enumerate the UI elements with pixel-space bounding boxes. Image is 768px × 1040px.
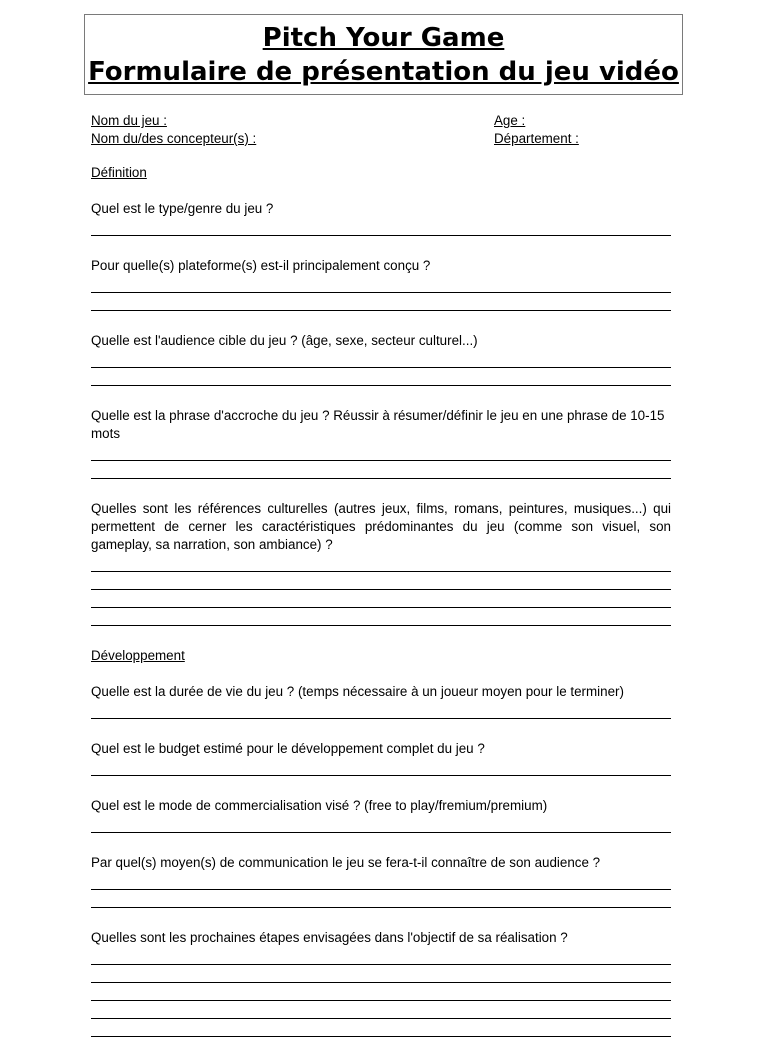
- meta-left: [91, 112, 256, 148]
- answer-lines: [91, 218, 671, 236]
- answer-line[interactable]: [91, 572, 671, 590]
- question-text: Par quel(s) moyen(s) de communication le jeu se fera-t-il connaître de son audience ?: [91, 855, 601, 870]
- answer-line[interactable]: [91, 293, 671, 311]
- designer-label: Nom du/des concepteur(s) :: [91, 131, 257, 146]
- age-label: Age :: [494, 113, 526, 128]
- title-box: [84, 14, 683, 95]
- answer-line[interactable]: [91, 890, 671, 908]
- question-text: Quel est le type/genre du jeu ?: [91, 201, 274, 216]
- section-title: Développement: [91, 648, 185, 663]
- question-text: Quelles sont les prochaines étapes envisagées dans l'objectif de sa réalisation ?: [91, 930, 568, 945]
- meta-fields: [91, 112, 671, 152]
- answer-lines: [91, 554, 671, 626]
- answer-line[interactable]: [91, 1019, 671, 1037]
- answer-line[interactable]: [91, 461, 671, 479]
- question-text: Quelles sont les références culturelles (autres jeux, films, romans, peintures, musiques...) qui permettent de cerner les caractéristiques prédominantes du jeu (comme son visuel, son gameplay, sa narration, son ambiance) ?: [91, 501, 671, 552]
- department-label: Département :: [494, 131, 579, 146]
- answer-line[interactable]: [91, 872, 671, 890]
- answer-line[interactable]: [91, 350, 671, 368]
- sections: [91, 164, 671, 1037]
- answer-line[interactable]: [91, 758, 671, 776]
- game-name-label: Nom du jeu :: [91, 113, 167, 128]
- answer-lines: [91, 275, 671, 311]
- answer-lines: [91, 350, 671, 386]
- answer-lines: [91, 443, 671, 479]
- question-text: Quelle est la durée de vie du jeu ? (temps nécessaire à un joueur moyen pour le terminer): [91, 684, 624, 699]
- answer-line[interactable]: [91, 590, 671, 608]
- question-text: Pour quelle(s) plateforme(s) est-il principalement conçu ?: [91, 258, 431, 273]
- answer-line[interactable]: [91, 815, 671, 833]
- answer-line[interactable]: [91, 368, 671, 386]
- form-content: [91, 112, 671, 1040]
- meta-right: [494, 112, 579, 148]
- answer-lines: [91, 701, 671, 719]
- answer-lines: [91, 758, 671, 776]
- answer-line[interactable]: [91, 443, 671, 461]
- answer-line[interactable]: [91, 1001, 671, 1019]
- answer-line[interactable]: [91, 701, 671, 719]
- answer-line[interactable]: [91, 947, 671, 965]
- answer-lines: [91, 815, 671, 833]
- page-title: Pitch Your Game: [262, 23, 505, 53]
- answer-lines: [91, 872, 671, 908]
- section-title: Définition: [91, 165, 147, 180]
- answer-lines: [91, 947, 671, 1037]
- question-text: Quel est le budget estimé pour le développement complet du jeu ?: [91, 741, 485, 756]
- page-subtitle: Formulaire de présentation du jeu vidéo: [88, 57, 679, 87]
- question-text: Quel est le mode de commercialisation visé ? (free to play/fremium/premium): [91, 798, 548, 813]
- answer-line[interactable]: [91, 218, 671, 236]
- answer-line[interactable]: [91, 983, 671, 1001]
- question-text: Quelle est la phrase d'accroche du jeu ? Réussir à résumer/définir le jeu en une phrase de 10-15 mots: [91, 408, 665, 441]
- answer-line[interactable]: [91, 275, 671, 293]
- answer-line[interactable]: [91, 608, 671, 626]
- question-text: Quelle est l'audience cible du jeu ? (âge, sexe, secteur culturel...): [91, 333, 478, 348]
- answer-line[interactable]: [91, 554, 671, 572]
- answer-line[interactable]: [91, 965, 671, 983]
